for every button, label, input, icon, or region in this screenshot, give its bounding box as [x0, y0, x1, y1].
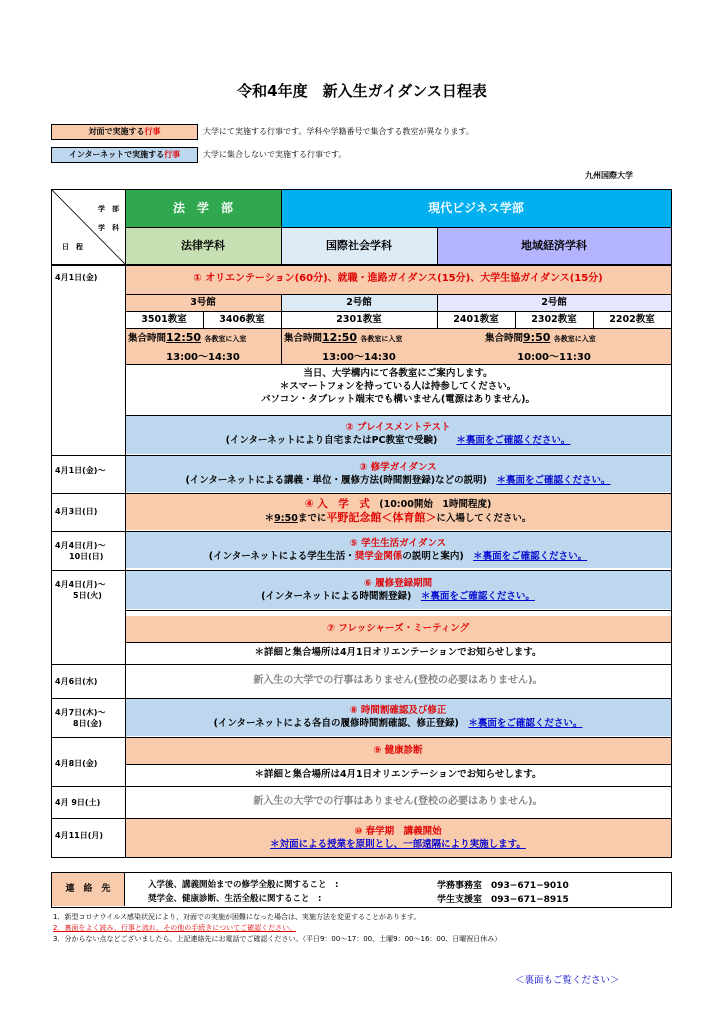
university-name: 九州国際大学 — [585, 171, 633, 180]
event-title: ② プレイスメントテスト — [345, 422, 451, 433]
meeting-session: 13:00〜14:30 — [166, 352, 240, 363]
date-apr1: 4月1日(金) — [55, 273, 98, 282]
meeting-label: 集合時間 — [284, 333, 323, 344]
room-2302: 2302教室 — [531, 314, 577, 325]
note-line: 当日、大学構内にて各教室にご案内します。 — [303, 368, 493, 379]
date-apr11: 4月11日(月) — [55, 831, 104, 840]
hall-2a: 2号館 — [281, 294, 437, 311]
date-apr9: 4月 9日(土) — [55, 798, 101, 807]
hall-2b: 2号館 — [437, 294, 671, 311]
reverse-link[interactable]: ＊裏面をご確認ください。 — [456, 435, 571, 446]
reverse-link[interactable]: ＊裏面をご確認ください。 — [468, 718, 583, 729]
legend-keyword: 行事 — [164, 150, 181, 159]
event-title: ③ 修学ガイダンス — [359, 462, 437, 473]
event-placement — [125, 416, 671, 454]
contact-box — [51, 872, 672, 908]
date-line: 4月4日(月)〜 — [55, 580, 106, 589]
event-orientation-title: ① オリエンテーション(60分)、就職・進路ガイダンス(15分)、大学生協ガイダンス(15分) — [125, 264, 671, 294]
meeting-hour: 9:50 — [523, 331, 551, 344]
room-2202: 2202教室 — [609, 314, 655, 325]
text-part: 奨学金関係 — [354, 551, 403, 562]
footer-note: ＜裏面もご覧ください＞ — [515, 975, 620, 986]
text-part: までに — [297, 513, 327, 524]
meeting-session: 13:00〜14:30 — [322, 352, 396, 363]
date-apr8: 4月8日(金) — [55, 759, 98, 768]
meeting-label: 集合時間 — [128, 333, 167, 344]
meeting-hour: 12:50 — [166, 331, 202, 344]
event-sub: (インターネットにより自宅またはPC教室で受験) — [225, 435, 438, 446]
faculty-law: 法 学 部 — [125, 190, 281, 227]
date-apr45 — [55, 579, 105, 601]
date-line: 5日(火) — [73, 591, 102, 600]
legend-label: インターネットで実施する — [68, 150, 165, 159]
venue: 平野記念館＜体育館＞ — [326, 511, 437, 524]
text-part: ＊ — [264, 513, 275, 524]
dept-regional: 地域経済学科 — [437, 227, 671, 264]
faculty-business: 現代ビジネス学部 — [281, 190, 671, 227]
meeting-session: 10:00〜11:30 — [517, 352, 591, 363]
event-sub: (インターネットによる講義・単位・履修方法(時間割登録)などの説明) — [185, 475, 487, 486]
meeting-note: 各教室に入室 — [360, 335, 403, 343]
event-registration — [125, 571, 671, 609]
event-classes-start — [125, 818, 671, 857]
freshers-note: ＊詳細と集合場所は4月1日オリエンテーションでお知らせします。 — [254, 647, 542, 658]
event-title: ⑥ 履修登録期間 — [363, 578, 433, 589]
contact-office: 学務事務室 093−671−9010 — [437, 881, 569, 891]
legend-internet — [51, 147, 198, 163]
reverse-link[interactable]: ＊裏面をご確認ください。 — [473, 551, 588, 562]
event-entrance — [125, 494, 671, 530]
event-title: ⑤ 学生生活ガイダンス — [349, 538, 447, 549]
room-3406: 3406教室 — [219, 314, 265, 325]
room-2301: 2301教室 — [336, 314, 382, 325]
note-line: ＊スマートフォンを持っている人は持参してください。 — [279, 381, 517, 392]
reverse-link[interactable]: ＊裏面をご確認ください。 — [496, 475, 611, 486]
legend-face-to-face — [51, 124, 198, 140]
event-timetable-check — [125, 698, 671, 736]
hall-3: 3号館 — [125, 294, 281, 311]
meeting-time — [128, 330, 246, 344]
event-title: ⑩ 春学期 講義開始 — [354, 826, 442, 837]
event-sub: (インターネットによる各自の履修時間割確認、修正登録) — [213, 718, 459, 729]
meeting-intl — [281, 328, 437, 364]
meeting-law — [125, 328, 281, 364]
contact-line: 入学後、講義開始までの修学全般に関すること : — [148, 880, 339, 890]
event-student-life — [125, 532, 671, 568]
meeting-note: 各教室に入室 — [553, 335, 596, 343]
legend-desc: 大学にて実施する行事です。学科や学籍番号で集合する教室が異なります。 — [203, 127, 474, 136]
header-corner — [52, 190, 125, 264]
event-freshers: ⑦ フレッシャーズ・ミーティング — [125, 616, 671, 642]
date-apr78 — [55, 707, 105, 729]
no-event-apr6: 新入生の大学での行事はありません(登校の必要はありません)。 — [253, 675, 543, 686]
note-3: 3．分からない点などございましたら、上記連絡先にお電話でご確認ください。（平日9：00〜17：00、土曜9：00〜16：00、日曜祝日休み） — [53, 935, 502, 943]
event-health: ⑨ 健康診断 — [125, 738, 671, 764]
event-time: (10:00開始 1時間程度) — [379, 499, 492, 510]
meeting-label: 集合時間 — [485, 333, 524, 344]
text-part: (インターネットによる学生生活・ — [208, 551, 355, 562]
header-faculty-label: 学 部 — [98, 205, 119, 213]
date-line: 8日(金) — [73, 719, 102, 728]
dept-law: 法律学科 — [125, 227, 281, 264]
event-title: ⑧ 時間割確認及び修正 — [349, 705, 447, 716]
schedule-table — [51, 189, 672, 858]
legend-desc: 大学に集合しないで実施する行事です。 — [203, 150, 347, 159]
date-line: 4月4日(月)〜 — [55, 541, 106, 550]
meeting-regional — [437, 328, 671, 364]
meeting-time — [284, 330, 402, 344]
text-part: 9:50 — [274, 513, 298, 524]
date-line: 4月7日(木)〜 — [55, 708, 106, 717]
legend-label: 対面で実施する — [88, 127, 145, 136]
date-apr6: 4月6日(水) — [55, 677, 98, 686]
notes — [53, 912, 501, 945]
header-dept-label: 学 科 — [98, 224, 119, 232]
contact-label: 連 絡 先 — [52, 873, 125, 906]
event-sub: (インターネットによる時間割登録) — [261, 591, 412, 602]
text-part: の説明と案内) — [402, 551, 464, 562]
note-2: 2．裏面をよく読み、行事と流れ、その他の手続きについてご確認ください。 — [53, 924, 297, 932]
date-apr3: 4月3日(日) — [55, 507, 98, 516]
contact-office: 学生支援室 093−671−8915 — [437, 895, 569, 905]
event-title: ④ 入 学 式 — [304, 498, 370, 510]
date-apr1b: 4月1日(金)〜 — [55, 466, 106, 475]
meeting-note: 各教室に入室 — [204, 335, 247, 343]
health-note: ＊詳細と集合場所は4月1日オリエンテーションでお知らせします。 — [254, 769, 542, 780]
contact-line: 奨学金、健康診断、生活全般に関すること : — [148, 894, 322, 904]
orientation-notes — [125, 364, 671, 414]
meeting-hour: 12:50 — [322, 331, 358, 344]
note-line: パソコン・タブレット端末でも構いません(電源はありません)。 — [260, 394, 536, 405]
date-apr4 — [55, 540, 105, 562]
header-date-label: 日 程 — [62, 243, 83, 251]
dept-intl: 国際社会学科 — [281, 227, 437, 264]
date-line: 10日(日) — [69, 552, 104, 561]
meeting-time — [485, 330, 596, 344]
legend-keyword: 行事 — [144, 127, 161, 136]
room-2401: 2401教室 — [453, 314, 499, 325]
note-1: 1．新型コロナウイルス感染状況により、対面での実施が困難になった場合は、実施方法を変更することがあります。 — [53, 913, 421, 921]
page-title: 令和4年度 新入生ガイダンス日程表 — [237, 82, 487, 100]
no-event-apr9: 新入生の大学での行事はありません(登校の必要はありません)。 — [253, 796, 543, 807]
event-sub: ＊対面による授業を原則とし、一部遠隔により実施します。 — [270, 839, 526, 850]
reverse-link[interactable]: ＊裏面をご確認ください。 — [420, 591, 535, 602]
text-part: に入場してください。 — [436, 513, 532, 524]
room-3501: 3501教室 — [141, 314, 187, 325]
event-study-guidance — [125, 456, 671, 492]
